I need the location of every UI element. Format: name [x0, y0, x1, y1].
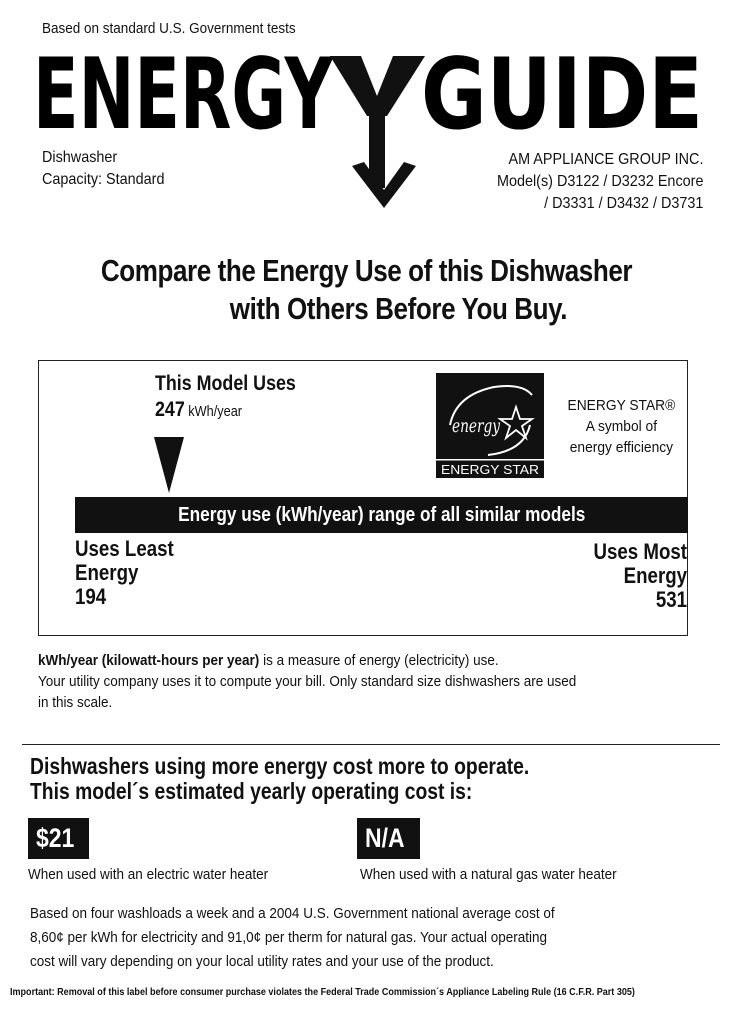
down-arrow-icon: [344, 138, 424, 210]
energy-star-caption-line3: energy efficiency: [569, 439, 674, 456]
headline: [0, 252, 733, 328]
uses-least-line2: Energy: [75, 560, 139, 585]
headline-line2: with Others Before You Buy.: [229, 291, 568, 326]
model-kwh-unit: kWh/year: [188, 403, 243, 420]
kwh-definition-line3: in this scale.: [38, 694, 113, 711]
product-type: Dishwasher: [42, 149, 118, 166]
energy-star-caption-line1: ENERGY STAR®: [567, 397, 676, 414]
kwh-definition-line2: Your utility company uses it to compute your bill. Only standard size dishwashers are used: [38, 673, 577, 690]
manufacturer-block: [474, 149, 703, 215]
cost-basis-line1: Based on four washloads a week and a 2004 U.S. Government national average cost of: [30, 905, 555, 922]
headline-line1: Compare the Energy Use of this Dishwasher: [100, 253, 633, 288]
uses-most-line2: Energy: [623, 563, 687, 588]
cost-heading-line2: This model´s estimated yearly operating cost is:: [30, 778, 473, 804]
cost-heading-line1: Dishwashers using more energy cost more to operate.: [30, 753, 530, 779]
model-uses-label: This Model Uses: [155, 372, 296, 395]
energyguide-logo: [33, 38, 703, 152]
uses-most-block: [593, 540, 687, 612]
electric-cost-badge: [28, 818, 89, 859]
energy-star-logo: [436, 373, 544, 478]
capacity: Capacity: Standard: [42, 171, 165, 188]
energy-star-label: ENERGY STAR: [441, 462, 539, 477]
section-divider: [22, 744, 720, 745]
model-usage: [155, 398, 242, 422]
model-numbers-line1: Model(s) D3122 / D3232 Encore: [496, 173, 703, 190]
energy-star-caption: [557, 395, 686, 458]
uses-least-block: [75, 537, 174, 609]
cost-heading: [30, 754, 624, 804]
cost-basis-line3: cost will vary depending on your local utility rates and your use of the product.: [30, 953, 494, 970]
model-numbers-line2: / D3331 / D3432 / D3731: [543, 195, 703, 212]
gas-cost-value: N/A: [365, 823, 405, 853]
electric-cost-caption: When used with an electric water heater: [28, 866, 269, 883]
energy-star-script: energy: [452, 415, 501, 437]
uses-most-line1: Uses Most: [593, 539, 687, 564]
uses-least-value: 194: [75, 584, 107, 609]
top-note: Based on standard U.S. Government tests: [42, 20, 296, 37]
energy-range-bar: [75, 497, 688, 533]
cost-basis-note: [30, 902, 730, 974]
logo-text-guide: GUIDE: [421, 38, 703, 152]
legal-footer: Important: Removal of this label before consumer purchase violates the Federal Trade Commission´s Appliance Labeling Rule (16 C.F.R. Part 305): [10, 986, 635, 998]
manufacturer-name: AM APPLIANCE GROUP INC.: [508, 151, 703, 168]
energy-star-caption-line2: A symbol of: [585, 418, 658, 435]
kwh-definition: [38, 650, 738, 713]
gas-cost-caption: When used with a natural gas water heater: [360, 866, 617, 883]
electric-cost-value: $21: [36, 823, 75, 853]
cost-basis-line2: 8,60¢ per kWh for electricity and 91,0¢ per therm for natural gas. Your actual operating: [30, 929, 548, 946]
kwh-definition-bold: kWh/year (kilowatt-hours per year): [38, 652, 260, 669]
model-position-marker: [154, 437, 184, 493]
gas-cost-badge: [357, 818, 420, 859]
logo-text-energy: ENERGY: [33, 38, 334, 152]
uses-most-value: 531: [655, 587, 687, 612]
energy-range-bar-label: Energy use (kWh/year) range of all similar models: [177, 504, 586, 526]
kwh-definition-line1: is a measure of energy (electricity) use.: [259, 652, 499, 669]
model-kwh-value: 247: [155, 398, 185, 421]
uses-least-line1: Uses Least: [75, 536, 174, 561]
